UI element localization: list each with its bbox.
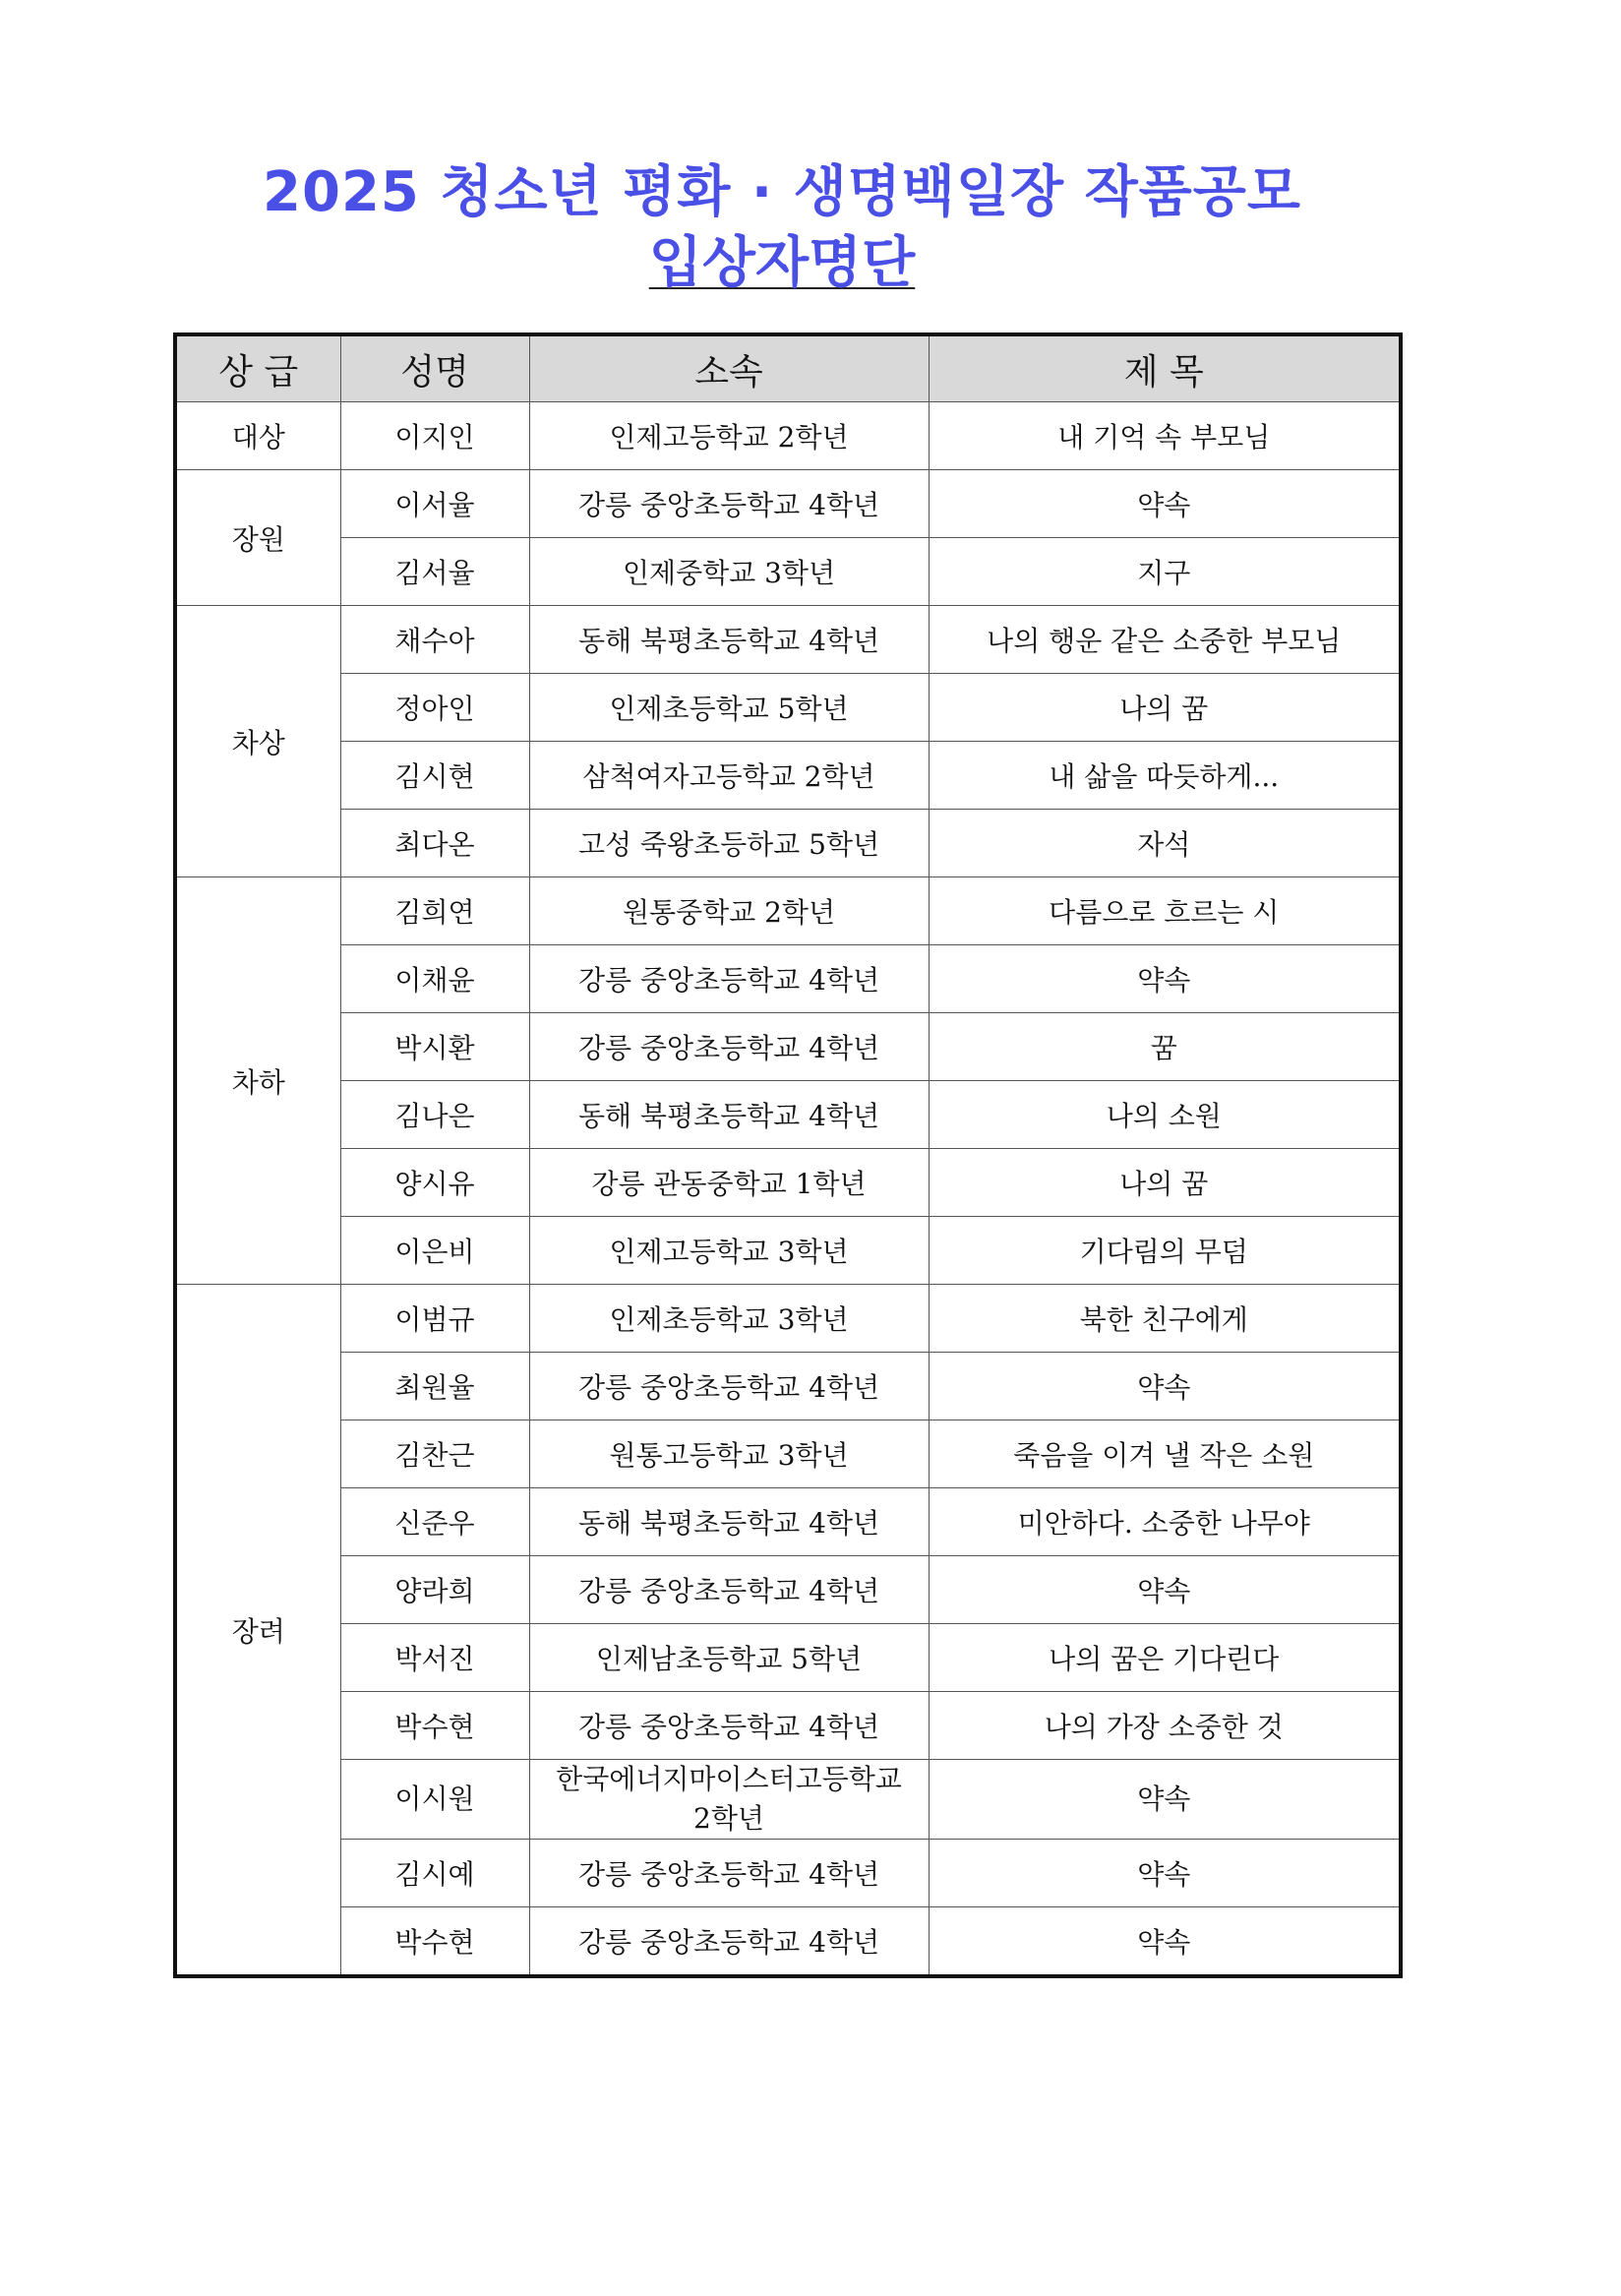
winner-name: 이지인 [340,402,529,470]
winner-name: 이은비 [340,1217,529,1285]
table-row [175,1353,1401,1420]
table-row [175,877,1401,945]
work-title: 북한 친구에게 [929,1285,1401,1353]
winner-name: 최원율 [340,1353,529,1420]
winner-name: 이서율 [340,470,529,538]
table-row [175,1217,1401,1285]
winner-name: 박시환 [340,1013,529,1081]
winner-name: 김시현 [340,742,529,810]
table-row [175,1013,1401,1081]
header-school: 소속 [529,334,929,402]
winner-school: 동해 북평초등학교 4학년 [529,606,929,674]
award-grade: 장원 [175,470,340,606]
winner-school: 인제초등학교 3학년 [529,1285,929,1353]
winner-school: 강릉 중앙초등학교 4학년 [529,1013,929,1081]
winner-name: 정아인 [340,674,529,742]
work-title: 약속 [929,1840,1401,1907]
winner-school: 인제중학교 3학년 [529,538,929,606]
work-title: 나의 꿈은 기다린다 [929,1624,1401,1692]
work-title: 죽음을 이겨 낼 작은 소원 [929,1420,1401,1488]
work-title: 약속 [929,1760,1401,1840]
winner-school: 강릉 중앙초등학교 4학년 [529,945,929,1013]
table-row [175,810,1401,877]
table-row [175,1149,1401,1217]
table-row [175,1907,1401,1977]
winner-name: 박수현 [340,1907,529,1977]
winner-name: 이채윤 [340,945,529,1013]
winner-school: 인제고등학교 3학년 [529,1217,929,1285]
work-title: 약속 [929,1556,1401,1624]
winner-school: 삼척여자고등학교 2학년 [529,742,929,810]
table-row [175,402,1401,470]
winner-name: 박수현 [340,1692,529,1760]
table-row [175,606,1401,674]
winner-name: 이범규 [340,1285,529,1353]
winner-name: 김시예 [340,1840,529,1907]
table-row [175,674,1401,742]
winner-school: 강릉 중앙초등학교 4학년 [529,1840,929,1907]
work-title: 약속 [929,1353,1401,1420]
document-title [0,157,1564,299]
winner-school: 강릉 중앙초등학교 4학년 [529,1556,929,1624]
winner-school-line1: 한국에너지마이스터고등학교 [556,1763,902,1795]
work-title: 자석 [929,810,1401,877]
table-header-row [175,334,1401,402]
winner-name: 신준우 [340,1488,529,1556]
work-title: 나의 소원 [929,1081,1401,1149]
winner-name: 박서진 [340,1624,529,1692]
award-grade: 대상 [175,402,340,470]
award-grade: 차상 [175,606,340,877]
table-row [175,1488,1401,1556]
work-title: 약속 [929,470,1401,538]
title-main: 2025 청소년 평화 · 생명백일장 작품공모 [263,160,1301,224]
header-award: 상 급 [175,334,340,402]
winner-name: 양시유 [340,1149,529,1217]
winner-name: 채수아 [340,606,529,674]
winner-name: 김나은 [340,1081,529,1149]
title-sub: 입상자명단 [648,231,916,295]
work-title: 내 삶을 따듯하게... [929,742,1401,810]
table-row [175,470,1401,538]
winner-school: 동해 북평초등학교 4학년 [529,1081,929,1149]
table-row [175,538,1401,606]
work-title: 다름으로 흐르는 시 [929,877,1401,945]
table-row [175,945,1401,1013]
winner-school: 인제남초등학교 5학년 [529,1624,929,1692]
winner-name: 김서율 [340,538,529,606]
table-row [175,1285,1401,1353]
award-grade: 차하 [175,877,340,1285]
work-title: 내 기억 속 부모님 [929,402,1401,470]
winner-school-line2: 2학년 [693,1802,764,1835]
table-row [175,1692,1401,1760]
winner-school: 강릉 중앙초등학교 4학년 [529,1692,929,1760]
winner-school: 인제초등학교 5학년 [529,674,929,742]
winner-school: 강릉 관동중학교 1학년 [529,1149,929,1217]
winner-school: 강릉 중앙초등학교 4학년 [529,1353,929,1420]
winner-school: 원통중학교 2학년 [529,877,929,945]
work-title: 나의 행운 같은 소중한 부모님 [929,606,1401,674]
work-title: 약속 [929,1907,1401,1977]
table-row [175,1624,1401,1692]
winner-school: 원통고등학교 3학년 [529,1420,929,1488]
work-title: 나의 가장 소중한 것 [929,1692,1401,1760]
winner-school [529,1760,929,1840]
winner-name: 이시원 [340,1760,529,1840]
winner-school: 인제고등학교 2학년 [529,402,929,470]
winner-school: 고성 죽왕초등하교 5학년 [529,810,929,877]
winner-name: 김희연 [340,877,529,945]
table-row [175,1420,1401,1488]
table-row [175,1840,1401,1907]
work-title: 나의 꿈 [929,674,1401,742]
winner-name: 양라희 [340,1556,529,1624]
winner-school: 강릉 중앙초등학교 4학년 [529,1907,929,1977]
work-title: 미안하다. 소중한 나무야 [929,1488,1401,1556]
table-row [175,1556,1401,1624]
work-title: 꿈 [929,1013,1401,1081]
header-name: 성명 [340,334,529,402]
award-grade: 장려 [175,1285,340,1977]
table-body [175,402,1401,1977]
table-row [175,1760,1401,1840]
winners-table [173,332,1403,1978]
winner-school: 강릉 중앙초등학교 4학년 [529,470,929,538]
work-title: 약속 [929,945,1401,1013]
winner-school: 동해 북평초등학교 4학년 [529,1488,929,1556]
winner-name: 최다온 [340,810,529,877]
work-title: 지구 [929,538,1401,606]
table-row [175,1081,1401,1149]
winner-name: 김찬근 [340,1420,529,1488]
work-title: 기다림의 무덤 [929,1217,1401,1285]
table-row [175,742,1401,810]
header-work: 제 목 [929,334,1401,402]
work-title: 나의 꿈 [929,1149,1401,1217]
